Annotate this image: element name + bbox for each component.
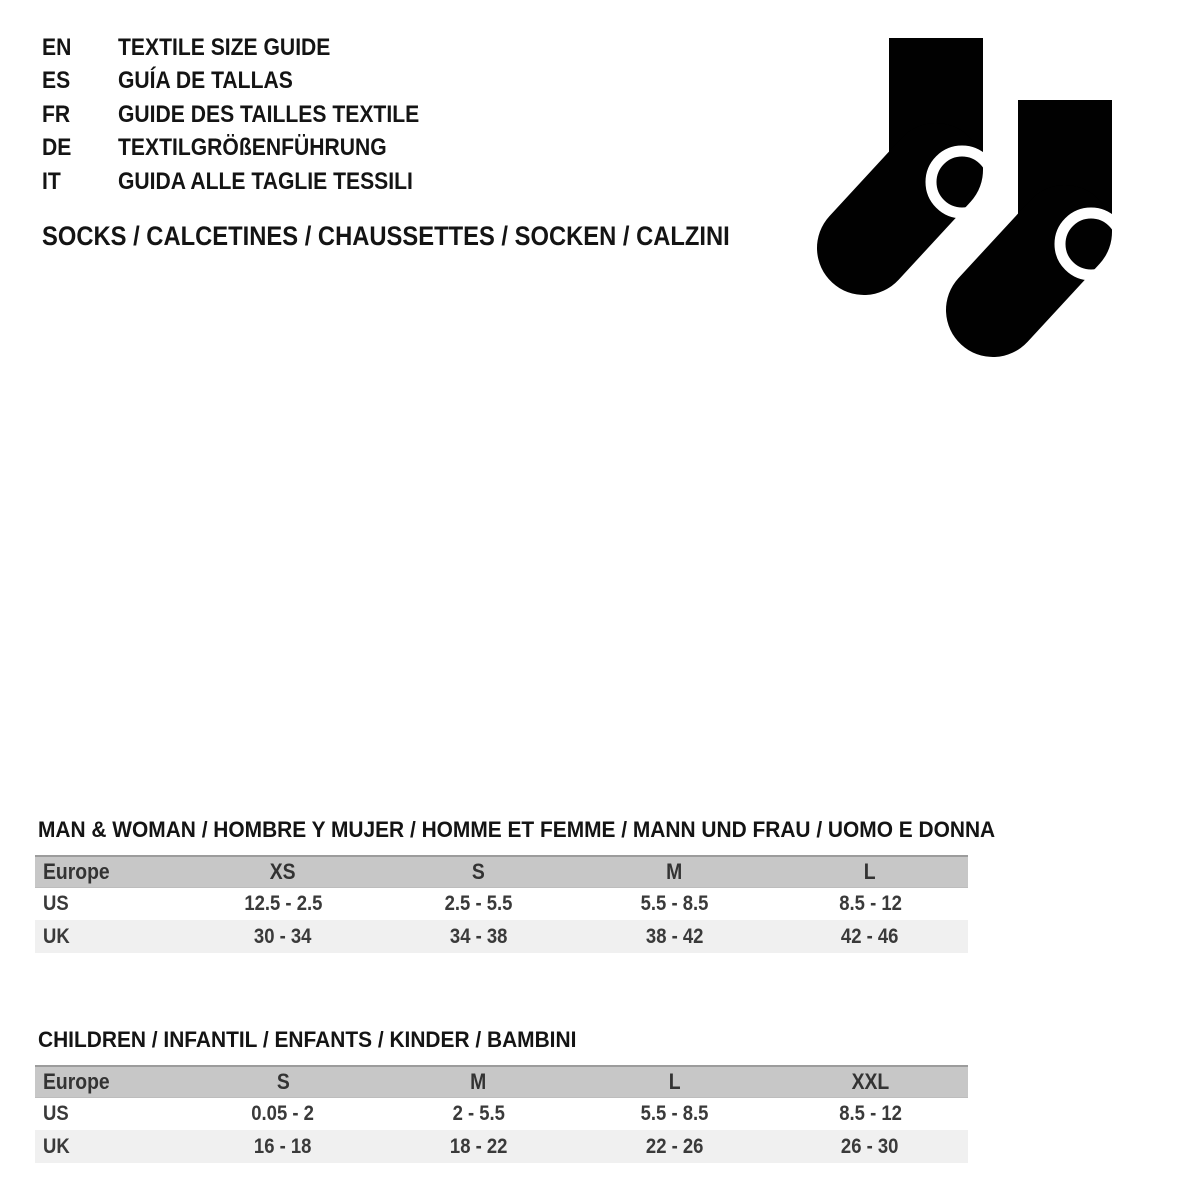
size-cell-text: 26 - 30 bbox=[841, 1134, 899, 1158]
column-header-region bbox=[35, 856, 185, 887]
table-title-text: MAN & WOMAN / HOMBRE Y MUJER / HOMME ET FEMME / MANN UND FRAU / UOMO E DONNA bbox=[38, 817, 996, 842]
language-label: GUIDA ALLE TAGLIE TESSILI bbox=[118, 167, 413, 195]
language-code: EN bbox=[42, 33, 72, 61]
language-code: FR bbox=[42, 100, 71, 128]
category-heading-text: SOCKS / CALCETINES / CHAUSSETTES / SOCKEN / CALZINI bbox=[42, 221, 730, 251]
size-table-adults bbox=[35, 855, 968, 953]
language-list bbox=[42, 31, 460, 199]
column-header-text: L bbox=[668, 1068, 681, 1094]
column-header-text: S bbox=[276, 1068, 290, 1094]
column-header-size-m bbox=[381, 1066, 577, 1097]
language-label: TEXTILE SIZE GUIDE bbox=[118, 33, 331, 61]
column-header-text: Europe bbox=[43, 1068, 110, 1094]
size-cell-text: 34 - 38 bbox=[449, 924, 508, 948]
size-cell-text: 22 - 26 bbox=[645, 1134, 704, 1158]
column-header-text: M bbox=[666, 858, 683, 884]
language-label: GUÍA DE TALLAS bbox=[118, 67, 293, 95]
column-header-size-s bbox=[185, 1066, 381, 1097]
size-cell-text: 18 - 22 bbox=[449, 1134, 508, 1158]
size-cell-text: 5.5 - 8.5 bbox=[640, 891, 709, 915]
size-cell bbox=[381, 1097, 577, 1130]
table-row-uk bbox=[35, 920, 968, 953]
size-cell bbox=[185, 887, 381, 920]
size-cell-text: 16 - 18 bbox=[254, 1134, 312, 1158]
row-label bbox=[35, 920, 185, 953]
column-header-text: Europe bbox=[43, 858, 110, 884]
column-header-text: M bbox=[470, 1068, 487, 1094]
size-cell-text: 30 - 34 bbox=[254, 924, 312, 948]
size-cell bbox=[772, 920, 968, 953]
table-row-us bbox=[35, 887, 968, 920]
row-label bbox=[35, 1097, 185, 1130]
size-cell-text: 2.5 - 5.5 bbox=[444, 891, 513, 915]
row-label-text: US bbox=[43, 1101, 69, 1125]
column-header-size-s bbox=[381, 856, 577, 887]
language-code: DE bbox=[42, 134, 72, 162]
row-label bbox=[35, 1130, 185, 1163]
size-cell bbox=[185, 1097, 381, 1130]
size-cell bbox=[577, 1097, 773, 1130]
language-row-en bbox=[42, 31, 460, 65]
size-cell bbox=[577, 1130, 773, 1163]
size-cell-text: 0.05 - 2 bbox=[251, 1101, 315, 1125]
column-header-size-m bbox=[577, 856, 773, 887]
size-cell bbox=[185, 920, 381, 953]
size-table-section-children bbox=[35, 1028, 968, 1163]
column-header-size-l bbox=[577, 1066, 773, 1097]
size-cell bbox=[577, 887, 773, 920]
table-title-adults bbox=[35, 817, 996, 842]
size-cell-text: 8.5 - 12 bbox=[838, 891, 902, 915]
table-row-us bbox=[35, 1097, 968, 1130]
language-row-fr bbox=[42, 98, 460, 132]
size-cell bbox=[381, 1130, 577, 1163]
language-label: TEXTILGRÖßENFÜHRUNG bbox=[118, 134, 387, 162]
language-code: ES bbox=[42, 67, 71, 95]
size-cell bbox=[772, 1130, 968, 1163]
language-code: IT bbox=[42, 167, 61, 195]
column-header-size-l bbox=[772, 856, 968, 887]
column-header-text: XS bbox=[269, 858, 296, 884]
size-cell-text: 2 - 5.5 bbox=[452, 1101, 505, 1125]
column-header-size-xs bbox=[185, 856, 381, 887]
size-cell-text: 38 - 42 bbox=[645, 924, 704, 948]
table-title-children bbox=[35, 1028, 968, 1052]
size-table-section-adults bbox=[35, 817, 996, 953]
row-label-text: US bbox=[43, 891, 69, 915]
size-cell-text: 5.5 - 8.5 bbox=[640, 1101, 709, 1125]
row-label bbox=[35, 887, 185, 920]
column-header-text: S bbox=[472, 858, 486, 884]
size-cell bbox=[381, 920, 577, 953]
size-cell bbox=[577, 920, 773, 953]
language-label: GUIDE DES TAILLES TEXTILE bbox=[118, 100, 420, 128]
row-label-text: UK bbox=[43, 1134, 70, 1158]
language-row-it bbox=[42, 165, 460, 199]
category-heading bbox=[42, 220, 824, 252]
size-cell bbox=[772, 1097, 968, 1130]
size-table-children bbox=[35, 1065, 968, 1163]
table-row-uk bbox=[35, 1130, 968, 1163]
column-header-region bbox=[35, 1066, 185, 1097]
socks-icon bbox=[800, 20, 1130, 360]
size-cell bbox=[185, 1130, 381, 1163]
size-cell-text: 42 - 46 bbox=[841, 924, 899, 948]
row-label-text: UK bbox=[43, 924, 70, 948]
size-cell bbox=[772, 887, 968, 920]
size-cell-text: 12.5 - 2.5 bbox=[243, 891, 322, 915]
column-header-size-xxl bbox=[772, 1066, 968, 1097]
column-header-text: XXL bbox=[851, 1068, 889, 1094]
language-row-de bbox=[42, 132, 460, 166]
table-header-row bbox=[35, 1066, 968, 1097]
table-header-row bbox=[35, 856, 968, 887]
size-cell-text: 8.5 - 12 bbox=[838, 1101, 902, 1125]
language-row-es bbox=[42, 65, 460, 99]
table-title-text: CHILDREN / INFANTIL / ENFANTS / KINDER / BAMBINI bbox=[38, 1027, 577, 1052]
size-cell bbox=[381, 887, 577, 920]
column-header-text: L bbox=[864, 858, 877, 884]
